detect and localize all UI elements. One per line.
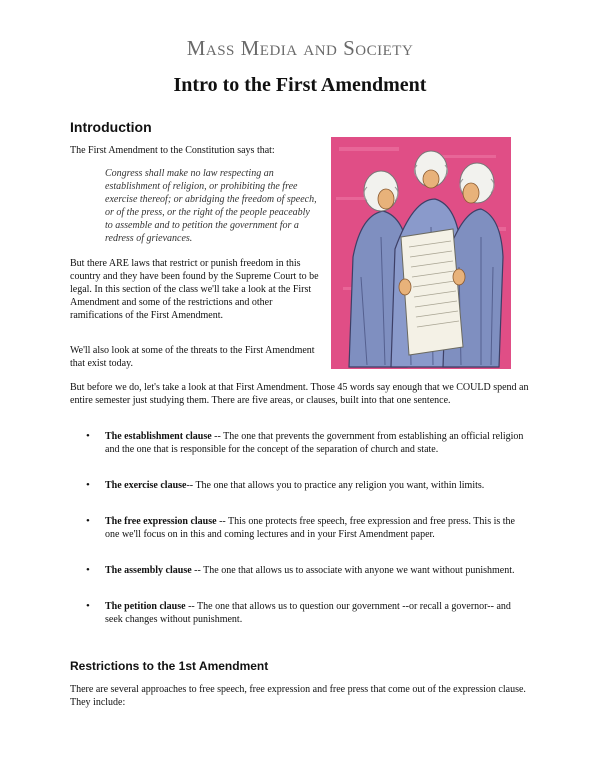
clause-term: The petition clause [105, 601, 186, 612]
clause-description: -- The one that prevents the government from establishing an official religion and the one that is responsible for the concept of the separation of church and state. [105, 431, 524, 455]
clause-description: -- This one protects free speech, free expression and free press. This is the one we'll focus on in this and coming lectures and in your First Amendment paper. [105, 516, 515, 540]
document-scroll [399, 229, 465, 355]
list-item [86, 430, 526, 456]
clause-term: The free expression clause [105, 516, 217, 527]
restrictions-paragraph: There are several approaches to free speech, free expression and free press that come out of the expression clause. They include: [70, 684, 526, 708]
threats-paragraph: We'll also look at some of the threats to the First Amendment that exist today. [70, 345, 315, 369]
laws-paragraph: But there ARE laws that restrict or punish freedom in this country and they have been found by the Supreme Court to be legal. In this section of the class we'll take a look at the First Amendment and some of the restrictions and other ramifications of the First Amendment. [70, 258, 319, 321]
clause-term: The exercise clause [105, 480, 187, 491]
clauses-list [86, 430, 526, 649]
clause-term: The assembly clause [105, 565, 192, 576]
list-item [86, 600, 526, 626]
clauses-intro-paragraph: But before we do, let's take a look at that First Amendment. Those 45 words say enough that we COULD spend an entire semester just studying them. There are five areas, or clauses, built into that one sentence. [70, 382, 529, 406]
list-item [86, 564, 526, 577]
clause-description: -- The one that allows you to practice any religion you want, within limits. [186, 480, 485, 491]
founders-illustration [331, 137, 511, 369]
intro-lead-paragraph: The First Amendment to the Constitution says that: [70, 145, 275, 156]
page-title: Intro to the First Amendment [173, 74, 427, 96]
amendment-quote: Congress shall make no law respecting an establishment of religion, or prohibiting the free exercise thereof; or abridging the freedom of speech, or of the press, or the right of the people peaceably to assemble and to petition the government for a redress of grievances. [105, 168, 317, 244]
restrictions-heading: Restrictions to the 1st Amendment [70, 659, 269, 673]
list-item [86, 515, 526, 541]
clause-description: -- The one that allows us to associate with anyone we want without punishment. [191, 565, 515, 576]
introduction-heading: Introduction [70, 119, 152, 135]
clause-term: The establishment clause [105, 431, 212, 442]
course-title: Mass Media and Society [186, 36, 414, 60]
list-item [86, 479, 526, 492]
clause-description: -- The one that allows us to question our government --or recall a governor-- and seek changes without punishment. [105, 601, 511, 625]
